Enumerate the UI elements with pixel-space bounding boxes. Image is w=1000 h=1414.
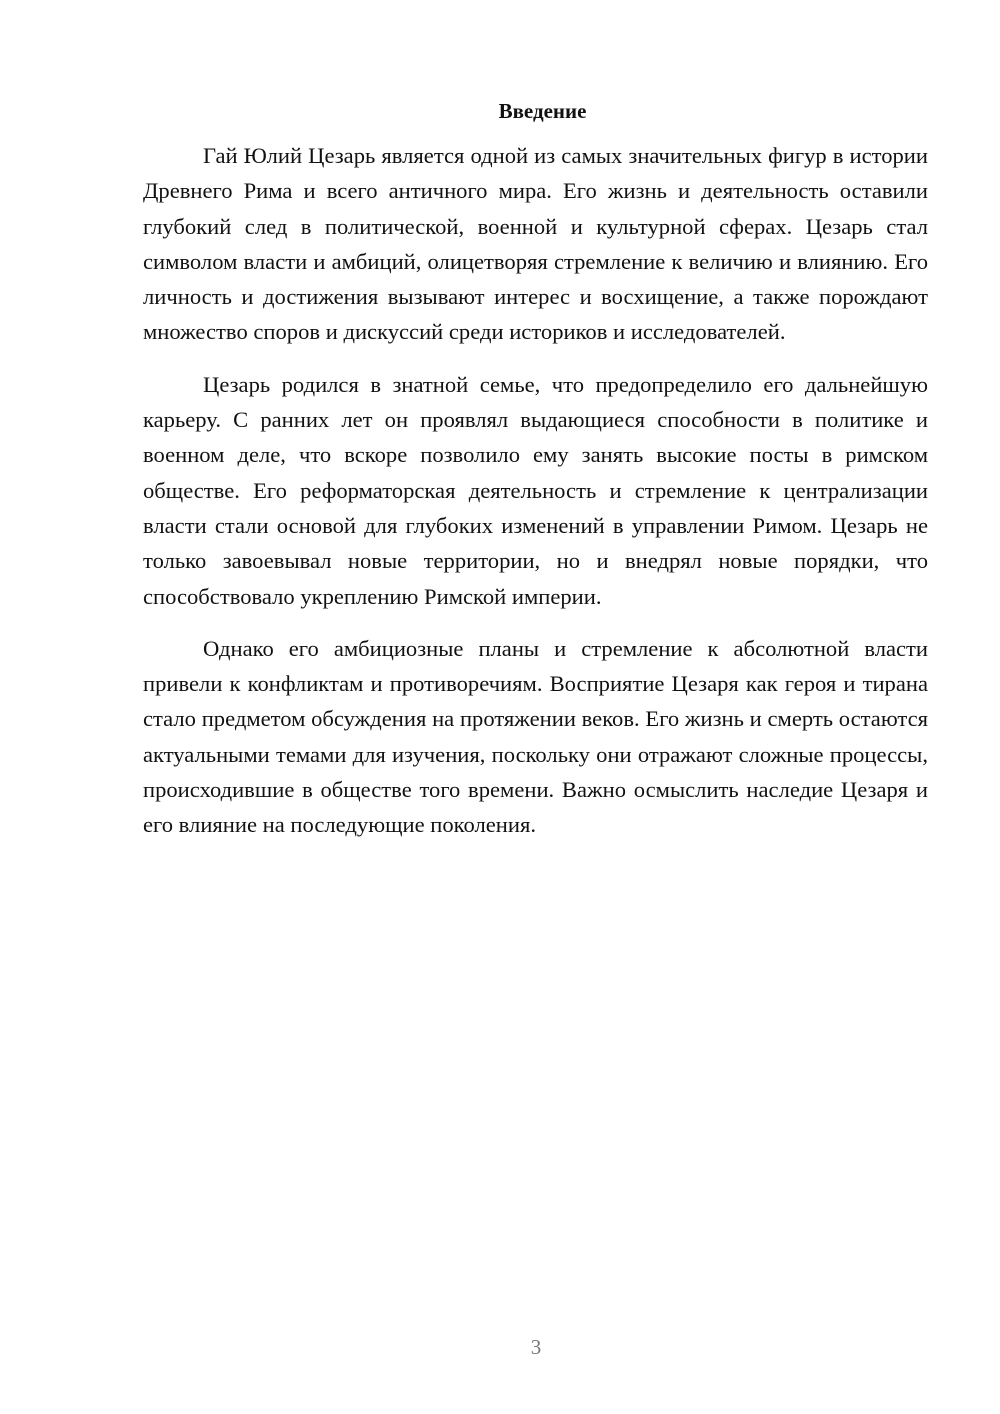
paragraph: Гай Юлий Цезарь является одной из самых значительных фигур в истории Древнего Рима и всего античного мира. Его жизнь и деятельность оставили глубокий след в политической, военной и культурной сферах. Цезарь стал символом власти и амбиций, олицетворяя стремление к величию и влиянию. Его личность и достижения вызывают интерес и восхищение, а также порождают множество споров и дискуссий среди историков и исследователей. bbox=[143, 143, 928, 345]
page-number: 3 bbox=[530, 1335, 542, 1359]
section-heading: Введение bbox=[498, 99, 587, 123]
paragraph: Цезарь родился в знатной семье, что предопределило его дальнейшую карьеру. С ранних лет он проявлял выдающиеся способности в политике и военном деле, что вскоре позволило ему занять высокие посты в римском обществе. Его реформаторская деятельность и стремление к централизации власти стали основой для глубоких изменений в управлении Римом. Цезарь не только завоевывал новые территории, но и внедрял новые порядки, что способствовало укреплению Римской империи. bbox=[143, 371, 928, 609]
page-content bbox=[143, 96, 928, 843]
paragraph: Однако его амбициозные планы и стремление к абсолютной власти привели к конфликтам и противоречиям. Восприятие Цезаря как героя и тирана стало предметом обсуждения на протяжении веков. Его жизнь и смерть остаются актуальными темами для изучения, поскольку они отражают сложные процессы, происходившие в обществе того времени. Важно осмыслить наследие Цезаря и его влияние на последующие поколения. bbox=[143, 635, 928, 838]
